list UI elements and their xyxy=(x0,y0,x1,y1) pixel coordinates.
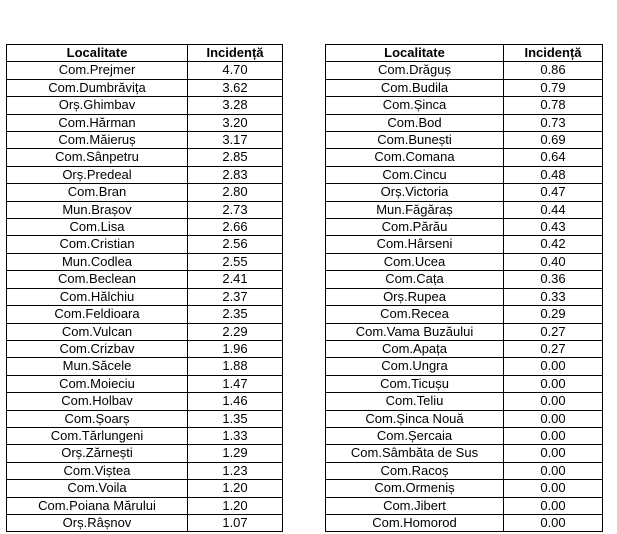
locality-cell: Com.Hărman xyxy=(7,114,188,131)
incidence-cell: 0.43 xyxy=(504,219,603,236)
locality-cell: Com.Ticușu xyxy=(326,375,504,392)
incidence-cell: 0.64 xyxy=(504,149,603,166)
table-row xyxy=(326,201,603,218)
locality-cell: Com.Hârseni xyxy=(326,236,504,253)
table-row xyxy=(326,427,603,444)
locality-cell: Com.Ungra xyxy=(326,358,504,375)
locality-cell: Com.Crizbav xyxy=(7,340,188,357)
table-row xyxy=(326,236,603,253)
table-row xyxy=(326,497,603,514)
locality-cell: Com.Moieciu xyxy=(7,375,188,392)
locality-cell: Orș.Râșnov xyxy=(7,514,188,531)
incidence-cell: 0.27 xyxy=(504,323,603,340)
locality-cell: Mun.Codlea xyxy=(7,253,188,270)
incidence-cell: 0.48 xyxy=(504,166,603,183)
incidence-cell: 0.78 xyxy=(504,97,603,114)
locality-cell: Orș.Victoria xyxy=(326,184,504,201)
locality-cell: Com.Cincu xyxy=(326,166,504,183)
locality-cell: Com.Bran xyxy=(7,184,188,201)
incidence-cell: 0.47 xyxy=(504,184,603,201)
table-row xyxy=(326,340,603,357)
incidence-cell: 0.00 xyxy=(504,445,603,462)
column-header-localitate: Localitate xyxy=(326,45,504,62)
incidence-cell: 1.35 xyxy=(188,410,283,427)
column-header-incidenta: Incidență xyxy=(188,45,283,62)
table-row xyxy=(7,201,283,218)
locality-cell: Com.Bunești xyxy=(326,132,504,149)
incidence-cell: 3.28 xyxy=(188,97,283,114)
table-row xyxy=(7,358,283,375)
locality-cell: Com.Prejmer xyxy=(7,62,188,79)
incidence-cell: 0.86 xyxy=(504,62,603,79)
locality-cell: Com.Ormeniș xyxy=(326,480,504,497)
locality-cell: Com.Hălchiu xyxy=(7,288,188,305)
table-row xyxy=(7,393,283,410)
incidence-cell: 0.00 xyxy=(504,497,603,514)
column-header-incidenta: Incidență xyxy=(504,45,603,62)
incidence-cell: 2.56 xyxy=(188,236,283,253)
table-row xyxy=(7,427,283,444)
locality-cell: Com.Sânpetru xyxy=(7,149,188,166)
incidence-cell: 2.55 xyxy=(188,253,283,270)
table-row xyxy=(326,306,603,323)
locality-cell: Orș.Rupea xyxy=(326,288,504,305)
column-header-localitate: Localitate xyxy=(7,45,188,62)
incidence-cell: 1.07 xyxy=(188,514,283,531)
table-row xyxy=(7,62,283,79)
table-row xyxy=(326,253,603,270)
locality-cell: Com.Dumbrăvița xyxy=(7,79,188,96)
locality-cell: Orș.Zărnești xyxy=(7,445,188,462)
locality-cell: Com.Șoarș xyxy=(7,410,188,427)
table-row xyxy=(7,462,283,479)
table-row xyxy=(7,271,283,288)
table-row xyxy=(326,445,603,462)
table-row xyxy=(7,410,283,427)
table-row xyxy=(326,97,603,114)
locality-cell: Com.Voila xyxy=(7,480,188,497)
table-row xyxy=(326,184,603,201)
locality-cell: Mun.Făgăraș xyxy=(326,201,504,218)
incidence-cell: 0.27 xyxy=(504,340,603,357)
table-row xyxy=(7,166,283,183)
incidence-cell: 4.70 xyxy=(188,62,283,79)
incidence-cell: 3.20 xyxy=(188,114,283,131)
incidence-cell: 2.83 xyxy=(188,166,283,183)
table-header-row xyxy=(7,45,283,62)
locality-cell: Com.Viștea xyxy=(7,462,188,479)
incidence-cell: 0.33 xyxy=(504,288,603,305)
incidence-cell: 0.00 xyxy=(504,427,603,444)
locality-cell: Com.Beclean xyxy=(7,271,188,288)
locality-cell: Com.Budila xyxy=(326,79,504,96)
table-row xyxy=(7,219,283,236)
locality-cell: Com.Cața xyxy=(326,271,504,288)
table-row xyxy=(326,393,603,410)
incidence-cell: 3.17 xyxy=(188,132,283,149)
table-row xyxy=(7,375,283,392)
incidence-cell: 1.33 xyxy=(188,427,283,444)
table-row xyxy=(7,132,283,149)
table-row xyxy=(7,149,283,166)
table-row xyxy=(7,97,283,114)
table-row xyxy=(7,445,283,462)
locality-cell: Mun.Săcele xyxy=(7,358,188,375)
incidence-cell: 2.37 xyxy=(188,288,283,305)
table-row xyxy=(326,462,603,479)
locality-cell: Com.Jibert xyxy=(326,497,504,514)
incidence-cell: 3.62 xyxy=(188,79,283,96)
incidence-table-right xyxy=(325,44,603,532)
table-body xyxy=(7,62,283,532)
incidence-cell: 2.66 xyxy=(188,219,283,236)
locality-cell: Com.Șinca Nouă xyxy=(326,410,504,427)
incidence-cell: 0.42 xyxy=(504,236,603,253)
table-row xyxy=(7,114,283,131)
locality-cell: Com.Sâmbăta de Sus xyxy=(326,445,504,462)
incidence-cell: 0.36 xyxy=(504,271,603,288)
incidence-cell: 0.00 xyxy=(504,393,603,410)
table-row xyxy=(326,358,603,375)
incidence-cell: 2.73 xyxy=(188,201,283,218)
table-row xyxy=(7,480,283,497)
incidence-cell: 0.69 xyxy=(504,132,603,149)
table-row xyxy=(326,149,603,166)
table-row xyxy=(7,340,283,357)
incidence-cell: 2.85 xyxy=(188,149,283,166)
incidence-cell: 1.47 xyxy=(188,375,283,392)
incidence-cell: 1.46 xyxy=(188,393,283,410)
incidence-cell: 1.88 xyxy=(188,358,283,375)
incidence-cell: 1.20 xyxy=(188,480,283,497)
locality-cell: Com.Șinca xyxy=(326,97,504,114)
locality-cell: Com.Șercaia xyxy=(326,427,504,444)
incidence-cell: 2.41 xyxy=(188,271,283,288)
locality-cell: Com.Feldioara xyxy=(7,306,188,323)
table-row xyxy=(326,219,603,236)
incidence-cell: 2.80 xyxy=(188,184,283,201)
locality-cell: Com.Vama Buzăului xyxy=(326,323,504,340)
incidence-cell: 0.00 xyxy=(504,514,603,531)
incidence-cell: 1.29 xyxy=(188,445,283,462)
table-row xyxy=(326,410,603,427)
incidence-cell: 0.00 xyxy=(504,358,603,375)
table-row xyxy=(326,375,603,392)
table-row xyxy=(326,132,603,149)
table-header-row xyxy=(326,45,603,62)
locality-cell: Com.Holbav xyxy=(7,393,188,410)
locality-cell: Com.Tărlungeni xyxy=(7,427,188,444)
incidence-cell: 0.00 xyxy=(504,375,603,392)
locality-cell: Com.Părău xyxy=(326,219,504,236)
table-row xyxy=(326,166,603,183)
locality-cell: Orș.Predeal xyxy=(7,166,188,183)
locality-cell: Mun.Brașov xyxy=(7,201,188,218)
table-row xyxy=(7,497,283,514)
table-row xyxy=(326,323,603,340)
locality-cell: Com.Vulcan xyxy=(7,323,188,340)
incidence-cell: 1.23 xyxy=(188,462,283,479)
incidence-cell: 0.79 xyxy=(504,79,603,96)
incidence-cell: 0.73 xyxy=(504,114,603,131)
table-row xyxy=(326,79,603,96)
incidence-cell: 0.29 xyxy=(504,306,603,323)
locality-cell: Com.Homorod xyxy=(326,514,504,531)
locality-cell: Com.Ucea xyxy=(326,253,504,270)
locality-cell: Com.Cristian xyxy=(7,236,188,253)
locality-cell: Com.Teliu xyxy=(326,393,504,410)
locality-cell: Com.Măieruș xyxy=(7,132,188,149)
incidence-cell: 0.00 xyxy=(504,410,603,427)
incidence-cell: 0.40 xyxy=(504,253,603,270)
incidence-cell: 1.96 xyxy=(188,340,283,357)
incidence-cell: 2.35 xyxy=(188,306,283,323)
locality-cell: Orș.Ghimbav xyxy=(7,97,188,114)
table-row xyxy=(326,514,603,531)
locality-cell: Com.Lisa xyxy=(7,219,188,236)
table-body xyxy=(326,62,603,532)
incidence-cell: 2.29 xyxy=(188,323,283,340)
incidence-cell: 0.00 xyxy=(504,480,603,497)
table-row xyxy=(326,288,603,305)
incidence-cell: 1.20 xyxy=(188,497,283,514)
table-row xyxy=(326,62,603,79)
table-row xyxy=(7,323,283,340)
incidence-table-left xyxy=(6,44,283,532)
table-row xyxy=(326,114,603,131)
table-row xyxy=(7,236,283,253)
table-row xyxy=(7,514,283,531)
table-row xyxy=(7,79,283,96)
table-row xyxy=(7,184,283,201)
locality-cell: Com.Poiana Mărului xyxy=(7,497,188,514)
incidence-cell: 0.00 xyxy=(504,462,603,479)
table-row xyxy=(326,480,603,497)
table-row xyxy=(7,253,283,270)
locality-cell: Com.Bod xyxy=(326,114,504,131)
locality-cell: Com.Drăguș xyxy=(326,62,504,79)
locality-cell: Com.Apața xyxy=(326,340,504,357)
incidence-cell: 0.44 xyxy=(504,201,603,218)
locality-cell: Com.Racoș xyxy=(326,462,504,479)
table-row xyxy=(7,306,283,323)
locality-cell: Com.Comana xyxy=(326,149,504,166)
table-row xyxy=(326,271,603,288)
table-row xyxy=(7,288,283,305)
locality-cell: Com.Recea xyxy=(326,306,504,323)
